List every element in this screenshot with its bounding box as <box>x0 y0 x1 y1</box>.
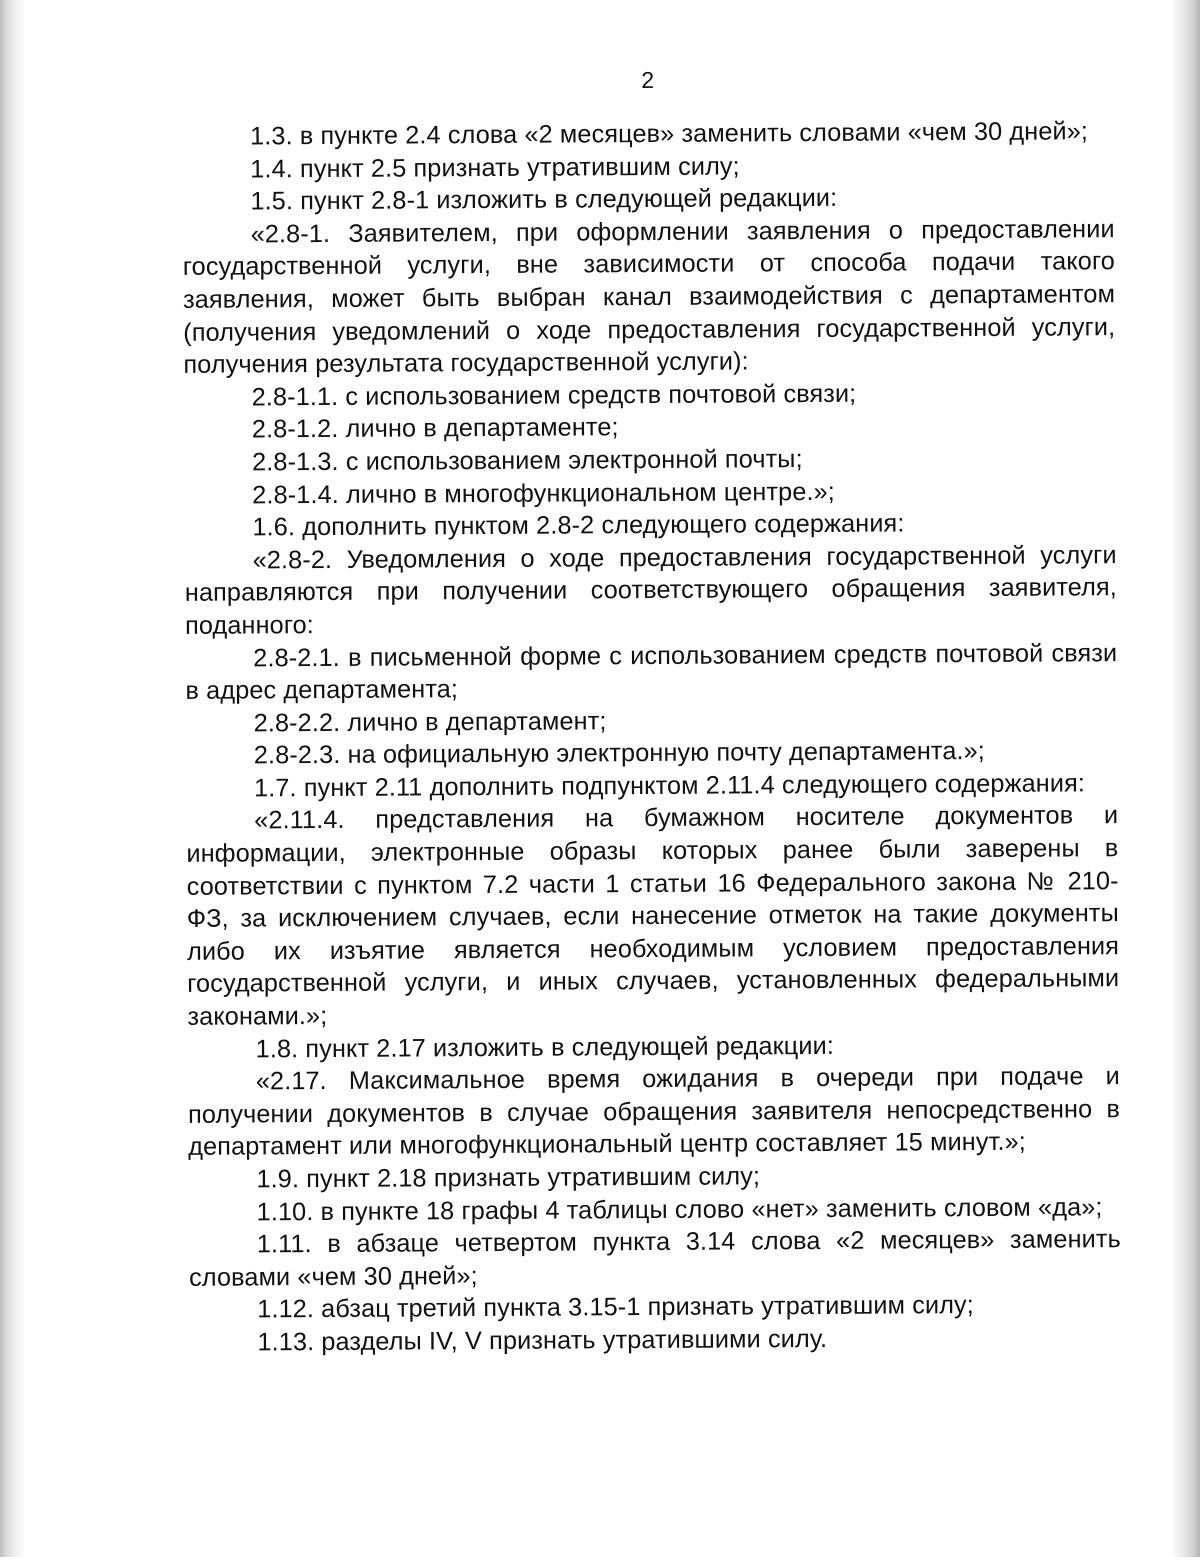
document-body <box>182 115 1122 1359</box>
scan-edge-right <box>1170 0 1200 1557</box>
paragraph-2-8-1-1: 2.8-1.1. с использованием средств почтовой связи; <box>251 379 857 412</box>
paragraph-1-6: 1.6. дополнить пунктом 2.8-2 следующего содержания: <box>252 509 905 542</box>
paragraph-2-11-4: «2.11.4. представления на бумажном носителе документов и информации, электронные образы которых ранее были заверены в соответствии с пунктом 7.2 части 1 статьи 16 Федерального закона № 210-ФЗ, за исключением случаев, если нанесение отметок на такие документы либо их изъятие является необходимым условием предоставления государственной услуги, и иных случаев, установленных федеральными законами.»; <box>186 801 1120 1031</box>
paragraph-2-8-2: «2.8-2. Уведомления о ходе предоставления государственной услуги направляются при получении соответствующего обращения заявителя, поданного: <box>184 540 1117 640</box>
paragraph-1-8: 1.8. пункт 2.17 изложить в следующей редакции: <box>255 1031 834 1064</box>
paragraph-1-5: 1.5. пункт 2.8-1 изложить в следующей редакции: <box>250 184 838 216</box>
paragraph-1-13: 1.13. разделы IV, V признать утратившими силу. <box>257 1324 828 1357</box>
paragraph-1-7: 1.7. пункт 2.11 дополнить подпунктом 2.11.4 следующего содержания: <box>253 769 1086 803</box>
page-number: 2 <box>641 66 655 94</box>
paragraph-2-8-2-2: 2.8-2.2. лично в департамент; <box>253 706 607 738</box>
scan-edge-left <box>0 0 26 1557</box>
paragraph-2-8-1-2: 2.8-1.2. лично в департаменте; <box>251 413 619 444</box>
paragraph-2-8-1-3: 2.8-1.3. с использованием электронной почты; <box>251 445 803 477</box>
paragraph-1-12: 1.12. абзац третий пункта 3.15-1 признать утратившим силу; <box>257 1291 974 1324</box>
paragraph-2-8-1-4: 2.8-1.4. лично в многофункциональном центре.»; <box>252 477 835 509</box>
paragraph-2-8-1: «2.8-1. Заявителем, при оформлении заявления о предоставлении государственной услуги, вне зависимости от способа подачи такого заявления, может быть выбран канал взаимодействия с департаментом (получения уведомлений о ходе предоставления государственной услуги, получения результата государственной услуги): <box>182 214 1116 380</box>
paragraph-2-8-2-1: 2.8-2.1. в письменной форме с использованием средств почтовой связи в адрес департамента; <box>185 638 1118 705</box>
paragraph-1-10: 1.10. в пункте 18 графы 4 таблицы слово «нет» заменить словом «да»; <box>256 1192 1103 1227</box>
paragraph-1-4: 1.4. пункт 2.5 признать утратившим силу; <box>250 152 740 184</box>
document-page <box>181 0 1122 1560</box>
paragraph-1-9: 1.9. пункт 2.18 признать утратившим силу; <box>256 1162 761 1194</box>
paragraph-2-8-2-3: 2.8-2.3. на официальную электронную почту департамента.»; <box>253 737 985 770</box>
paragraph-2-17: «2.17. Максимальное время ожидания в очереди при подаче и получении документов в случае обращения заявителя непосредственно в департамент или многофункциональный центр составляет 15 минут.»; <box>187 1062 1121 1162</box>
paragraph-1-3: 1.3. в пункте 2.4 слова «2 месяцев» заменить словами «чем 30 дней»; <box>249 117 1089 151</box>
paragraph-1-11: 1.11. в абзаце четвертом пункта 3.14 слова «2 месяцев» заменить словами «чем 30 дней»; <box>188 1225 1121 1292</box>
